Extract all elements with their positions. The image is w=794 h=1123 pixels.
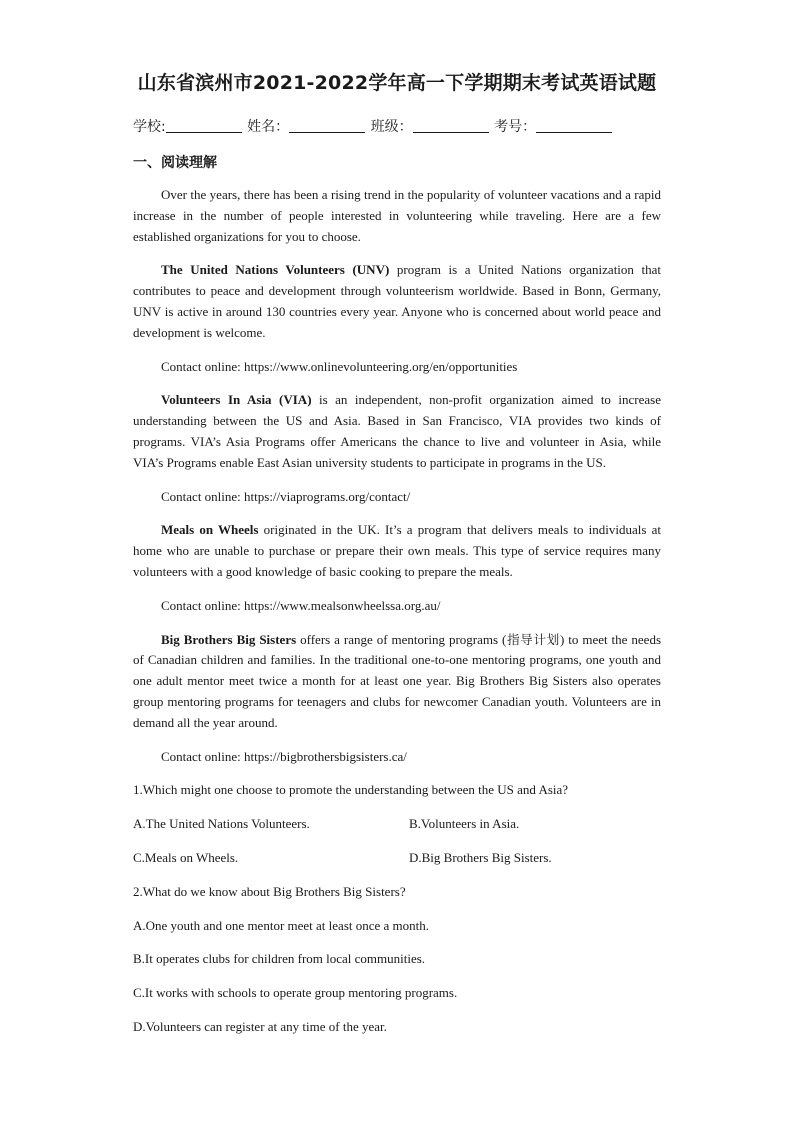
student-info-line [133, 116, 613, 136]
class-label: 班级： [370, 119, 413, 135]
contact-line: Contact online: https://www.mealsonwheelssa.org.au/ [161, 597, 441, 613]
exam-number-blank [536, 118, 612, 133]
org-text: is an independent, non-profit organization aimed to increase understanding between the US and Asia. Based in San Francisco, VIA provides two kinds of programs. VIA’s Asia Programs offer Americans the chance to live and volunteer in Asia, while VIA’s Programs enable East Asian university students to participate in programs in the US. [133, 392, 661, 470]
exam-number-label: 考号： [494, 119, 537, 135]
option-d: D.Big Brothers Big Sisters. [409, 849, 552, 865]
org-text: originated in the UK. It’s a program that delivers meals to individuals at home who are unable to purchase or prepare their own meals. This type of service requires many volunteers with a good knowledge of basic cooking to prepare the meals. [133, 522, 661, 579]
contact-line: Contact online: https://viaprograms.org/contact/ [161, 488, 411, 504]
org-paragraph-unv [133, 260, 661, 343]
org-name: Volunteers In Asia (VIA) [161, 392, 312, 408]
option-b: B.Volunteers in Asia. [409, 816, 520, 832]
org-text: program is a United Nations organization that contributes to peace and development through volunteerism worldwide. Based in Bonn, Germany, UNV is active in around 130 countries every year. Anyone who is concerned about world peace and development is welcome. [133, 262, 662, 340]
question-stem: 1.Which might one choose to promote the understanding between the US and Asia? [133, 782, 569, 798]
contact-line: Contact online: https://bigbrothersbigsisters.ca/ [161, 748, 407, 764]
option-a: A.One youth and one mentor meet at least once a month. [133, 917, 430, 933]
option-row [133, 814, 661, 835]
exam-title: 山东省滨州市2021-2022学年高一下学期期末考试英语试题 [137, 72, 657, 94]
option-b: B.It operates clubs for children from local communities. [133, 951, 426, 967]
org-name: The United Nations Volunteers (UNV) [161, 262, 390, 278]
contact-line: Contact online: https://www.onlinevolunteering.org/en/opportunities [161, 358, 518, 374]
org-text-chinese: 指导计划 [506, 631, 560, 647]
school-label: 学校: [133, 119, 166, 135]
name-label: 姓名： [247, 119, 290, 135]
org-text: ) to meet the needs of Canadian children and families. In the traditional one-to-one mentoring programs, one youth and one adult mentor meet twice a month for at least one year. Big Brothers Big Sisters also operates group mentoring programs for teenagers and clubs for newcomer Canadian youth. Volunteers are in demand all the year around. [133, 631, 662, 730]
class-blank [413, 118, 489, 133]
org-text: offers a range of mentoring programs ( [296, 631, 507, 647]
org-paragraph-meals [133, 520, 661, 582]
org-paragraph-bbbs [133, 630, 661, 734]
option-a: A.The United Nations Volunteers. [133, 816, 310, 832]
org-name: Big Brothers Big Sisters [161, 631, 297, 647]
option-row [133, 848, 661, 869]
option-d: D.Volunteers can register at any time of the year. [133, 1018, 387, 1034]
name-blank [289, 118, 365, 133]
option-c: C.Meals on Wheels. [133, 849, 239, 865]
intro-paragraph: Over the years, there has been a rising trend in the popularity of volunteer vacations and a rapid increase in the number of people interested in volunteering while traveling. Here are a few established organizations for you to choose. [133, 187, 661, 244]
section-title: 一、阅读理解 [133, 155, 217, 171]
org-name: Meals on Wheels [161, 522, 259, 538]
option-c: C.It works with schools to operate group mentoring programs. [133, 985, 458, 1001]
question-stem: 2.What do we know about Big Brothers Big Sisters? [133, 883, 406, 899]
org-paragraph-via [133, 390, 661, 473]
reading-passage [133, 185, 661, 1051]
school-blank [166, 118, 242, 133]
